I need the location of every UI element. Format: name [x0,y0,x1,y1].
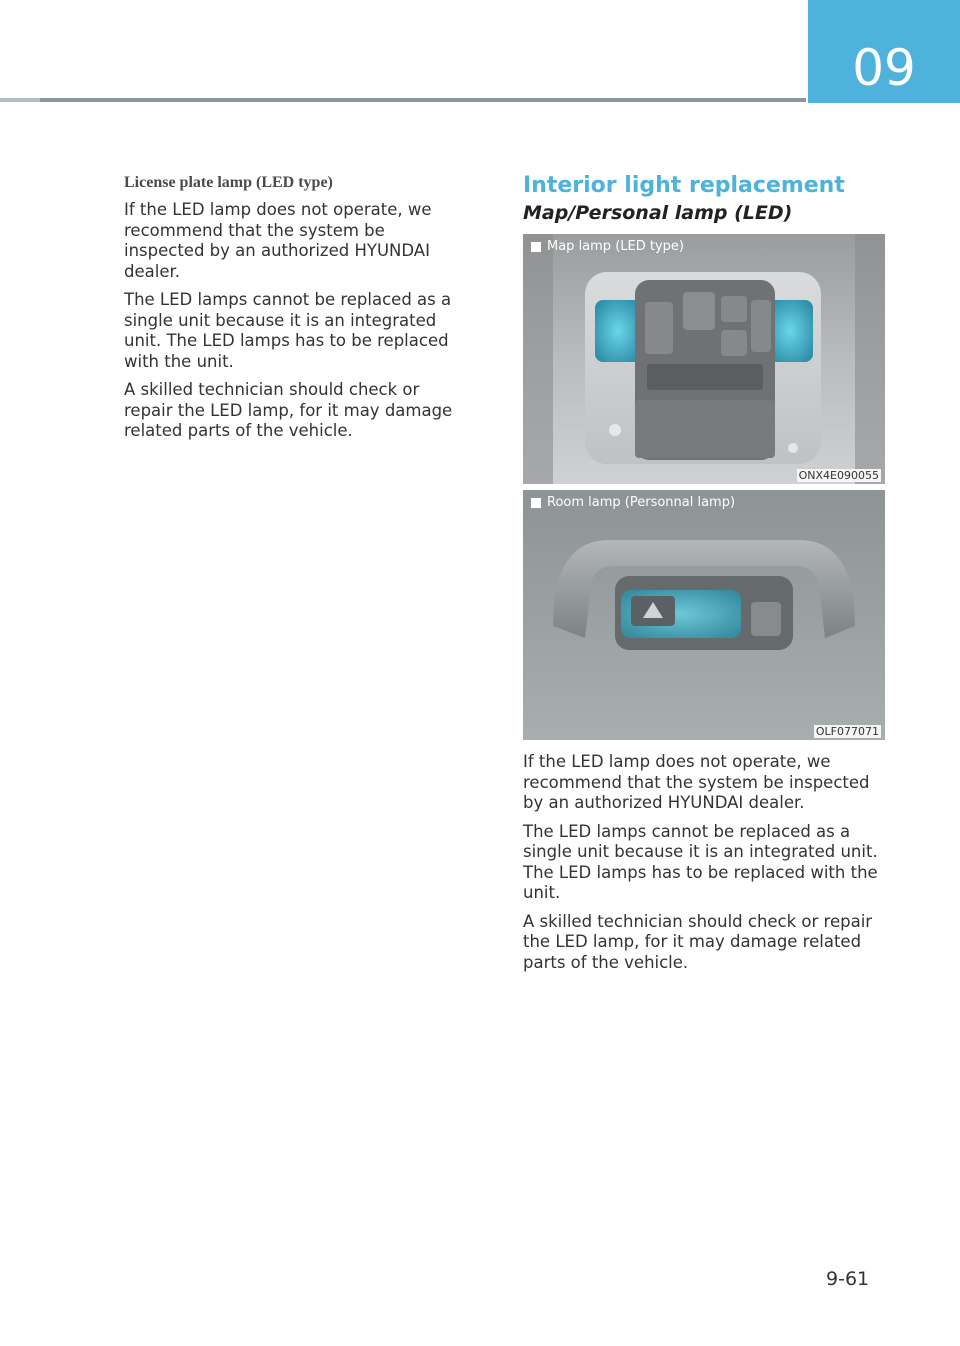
header-rule-accent [0,98,40,102]
section-title: Interior light replacement [523,173,845,198]
right-column [523,172,885,981]
right-paragraph-1: If the LED lamp does not operate, we recommend that the system be inspected by an authorized HYUNDAI dealer. [523,752,870,812]
room-lamp-caption-text: Room lamp (Personnal lamp) [547,495,736,510]
map-lamp-figure [523,234,885,484]
map-lamp-code [797,469,881,482]
left-paragraph-1: If the LED lamp does not operate, we recommend that the system be inspected by an authorized HYUNDAI dealer. [124,200,432,281]
left-column [124,174,469,450]
room-lamp-figure [523,490,885,740]
right-paragraph-3: A skilled technician should check or repair the LED lamp, for it may damage related parts of the vehicle. [523,911,873,972]
map-lamp-illustration [523,234,885,484]
room-lamp-illustration [523,490,885,740]
room-lamp-caption [531,495,735,510]
chapter-tab: 09 [808,0,960,103]
page-number: 9-61 [826,1268,870,1290]
map-lamp-caption-text: Map lamp (LED type) [547,239,684,254]
map-lamp-caption [531,239,684,254]
left-paragraph-2: The LED lamps cannot be replaced as a single unit because it is an integrated unit. The LED lamps has to be replaced with the unit. [124,290,452,371]
header-rule [0,98,806,102]
caption-square-icon [531,242,541,252]
room-lamp-code-text: OLF077071 [815,725,879,738]
right-text-block [523,752,885,973]
caption-square-icon [531,498,541,508]
section-subtitle: Map/Personal lamp (LED) [523,202,793,224]
map-lamp-code-text: ONX4E090055 [798,469,879,482]
license-plate-heading: License plate lamp (LED type) [124,174,333,191]
left-paragraph-3: A skilled technician should check or repair the LED lamp, for it may damage related parts of the vehicle. [124,380,453,440]
right-paragraph-2: The LED lamps cannot be replaced as a single unit because it is an integrated unit. The LED lamps has to be replaced with the unit. [523,821,878,902]
room-lamp-code [814,725,881,738]
